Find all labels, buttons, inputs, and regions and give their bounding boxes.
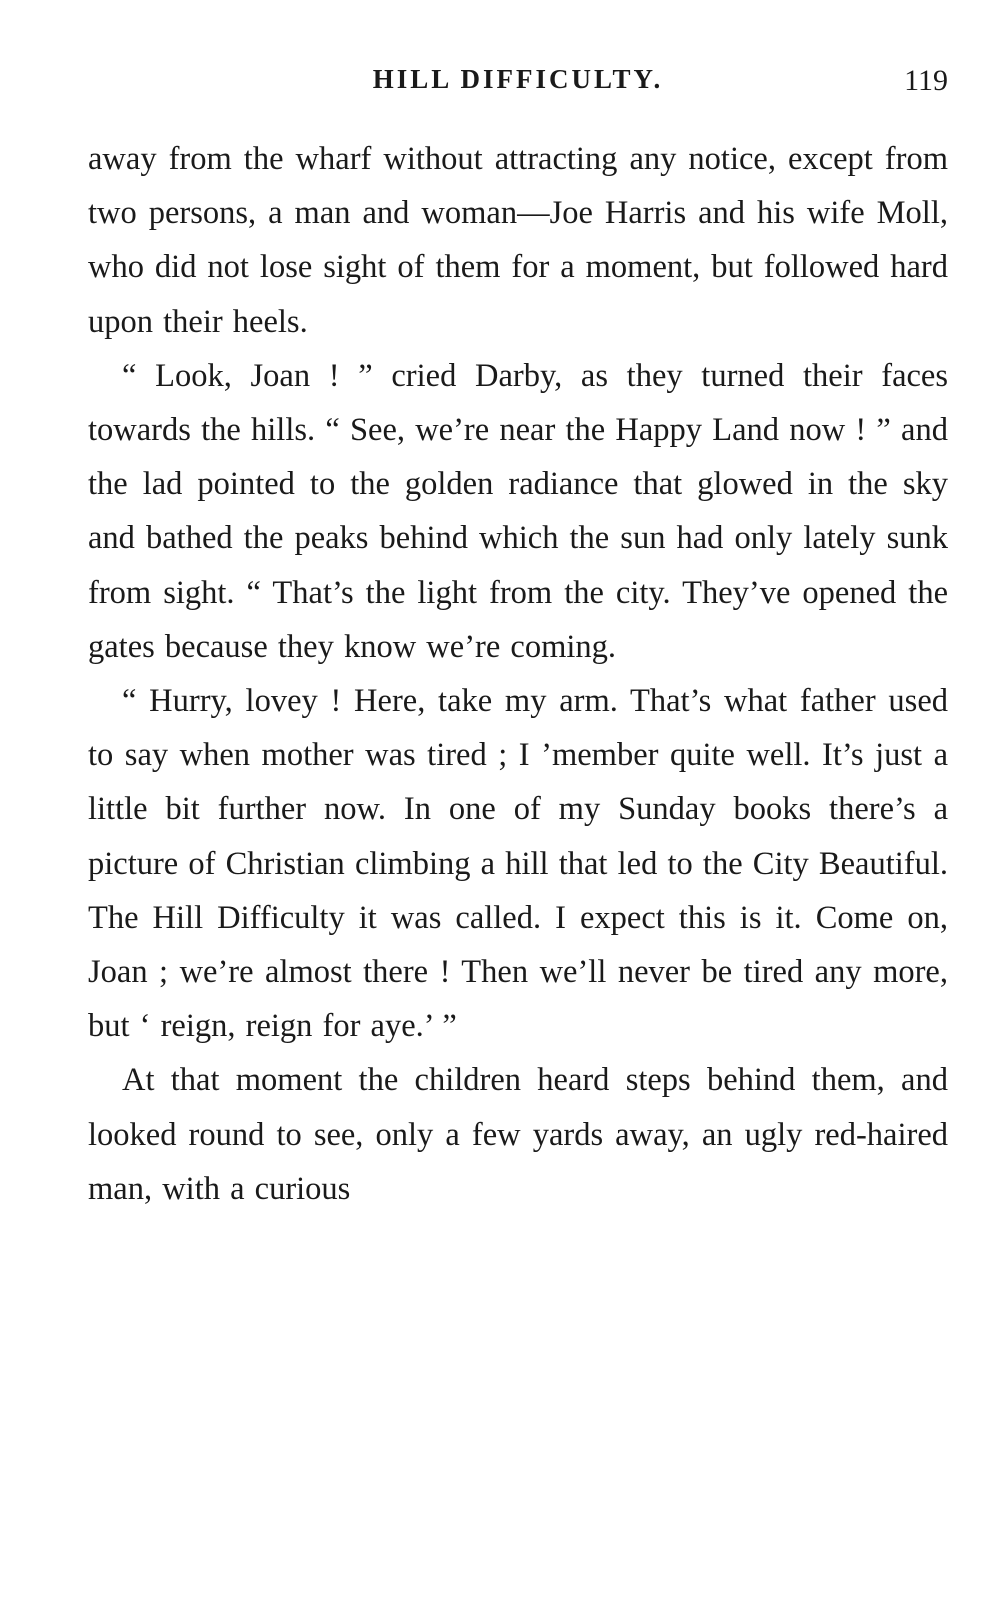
body-text	[88, 132, 948, 1216]
paragraph-at-that-moment: At that moment the children heard steps behind them, and looked round to see, only a few yards away, an ugly red-haired man, with a curious	[88, 1062, 948, 1207]
running-head	[88, 64, 948, 108]
paragraph-look-joan: “ Look, Joan ! ” cried Darby, as they turned their faces towards the hills. “ See, we’re near the Happy Land now ! ” and the lad pointed to the golden radiance that glowed in the sky and bathed the peaks behind which the sun had only lately sunk from sight. “ That’s the light from the city. They’ve opened the gates because they know we’re coming.	[88, 357, 948, 665]
paragraph-continuation: away from the wharf without attracting any notice, except from two persons, a man and woman—Joe Harris and his wife Moll, who did not lose sight of them for a moment, but followed hard upon their heels.	[88, 141, 948, 340]
page-number: 119	[904, 64, 948, 97]
running-title: HILL DIFFICULTY.	[372, 64, 664, 94]
paragraph-hurry-lovey: “ Hurry, lovey ! Here, take my arm. That’s what father used to say when mother was tired ; I ’member quite well. It’s just a little bit further now. In one of my Sunday books there’s a picture of Christian climbing a hill that led to the City Beautiful. The Hill Difficulty it was called. I expect this is it. Come on, Joan ; we’re almost there ! Then we’ll never be tired any more, but ‘ reign, reign for aye.’ ”	[88, 683, 948, 1045]
